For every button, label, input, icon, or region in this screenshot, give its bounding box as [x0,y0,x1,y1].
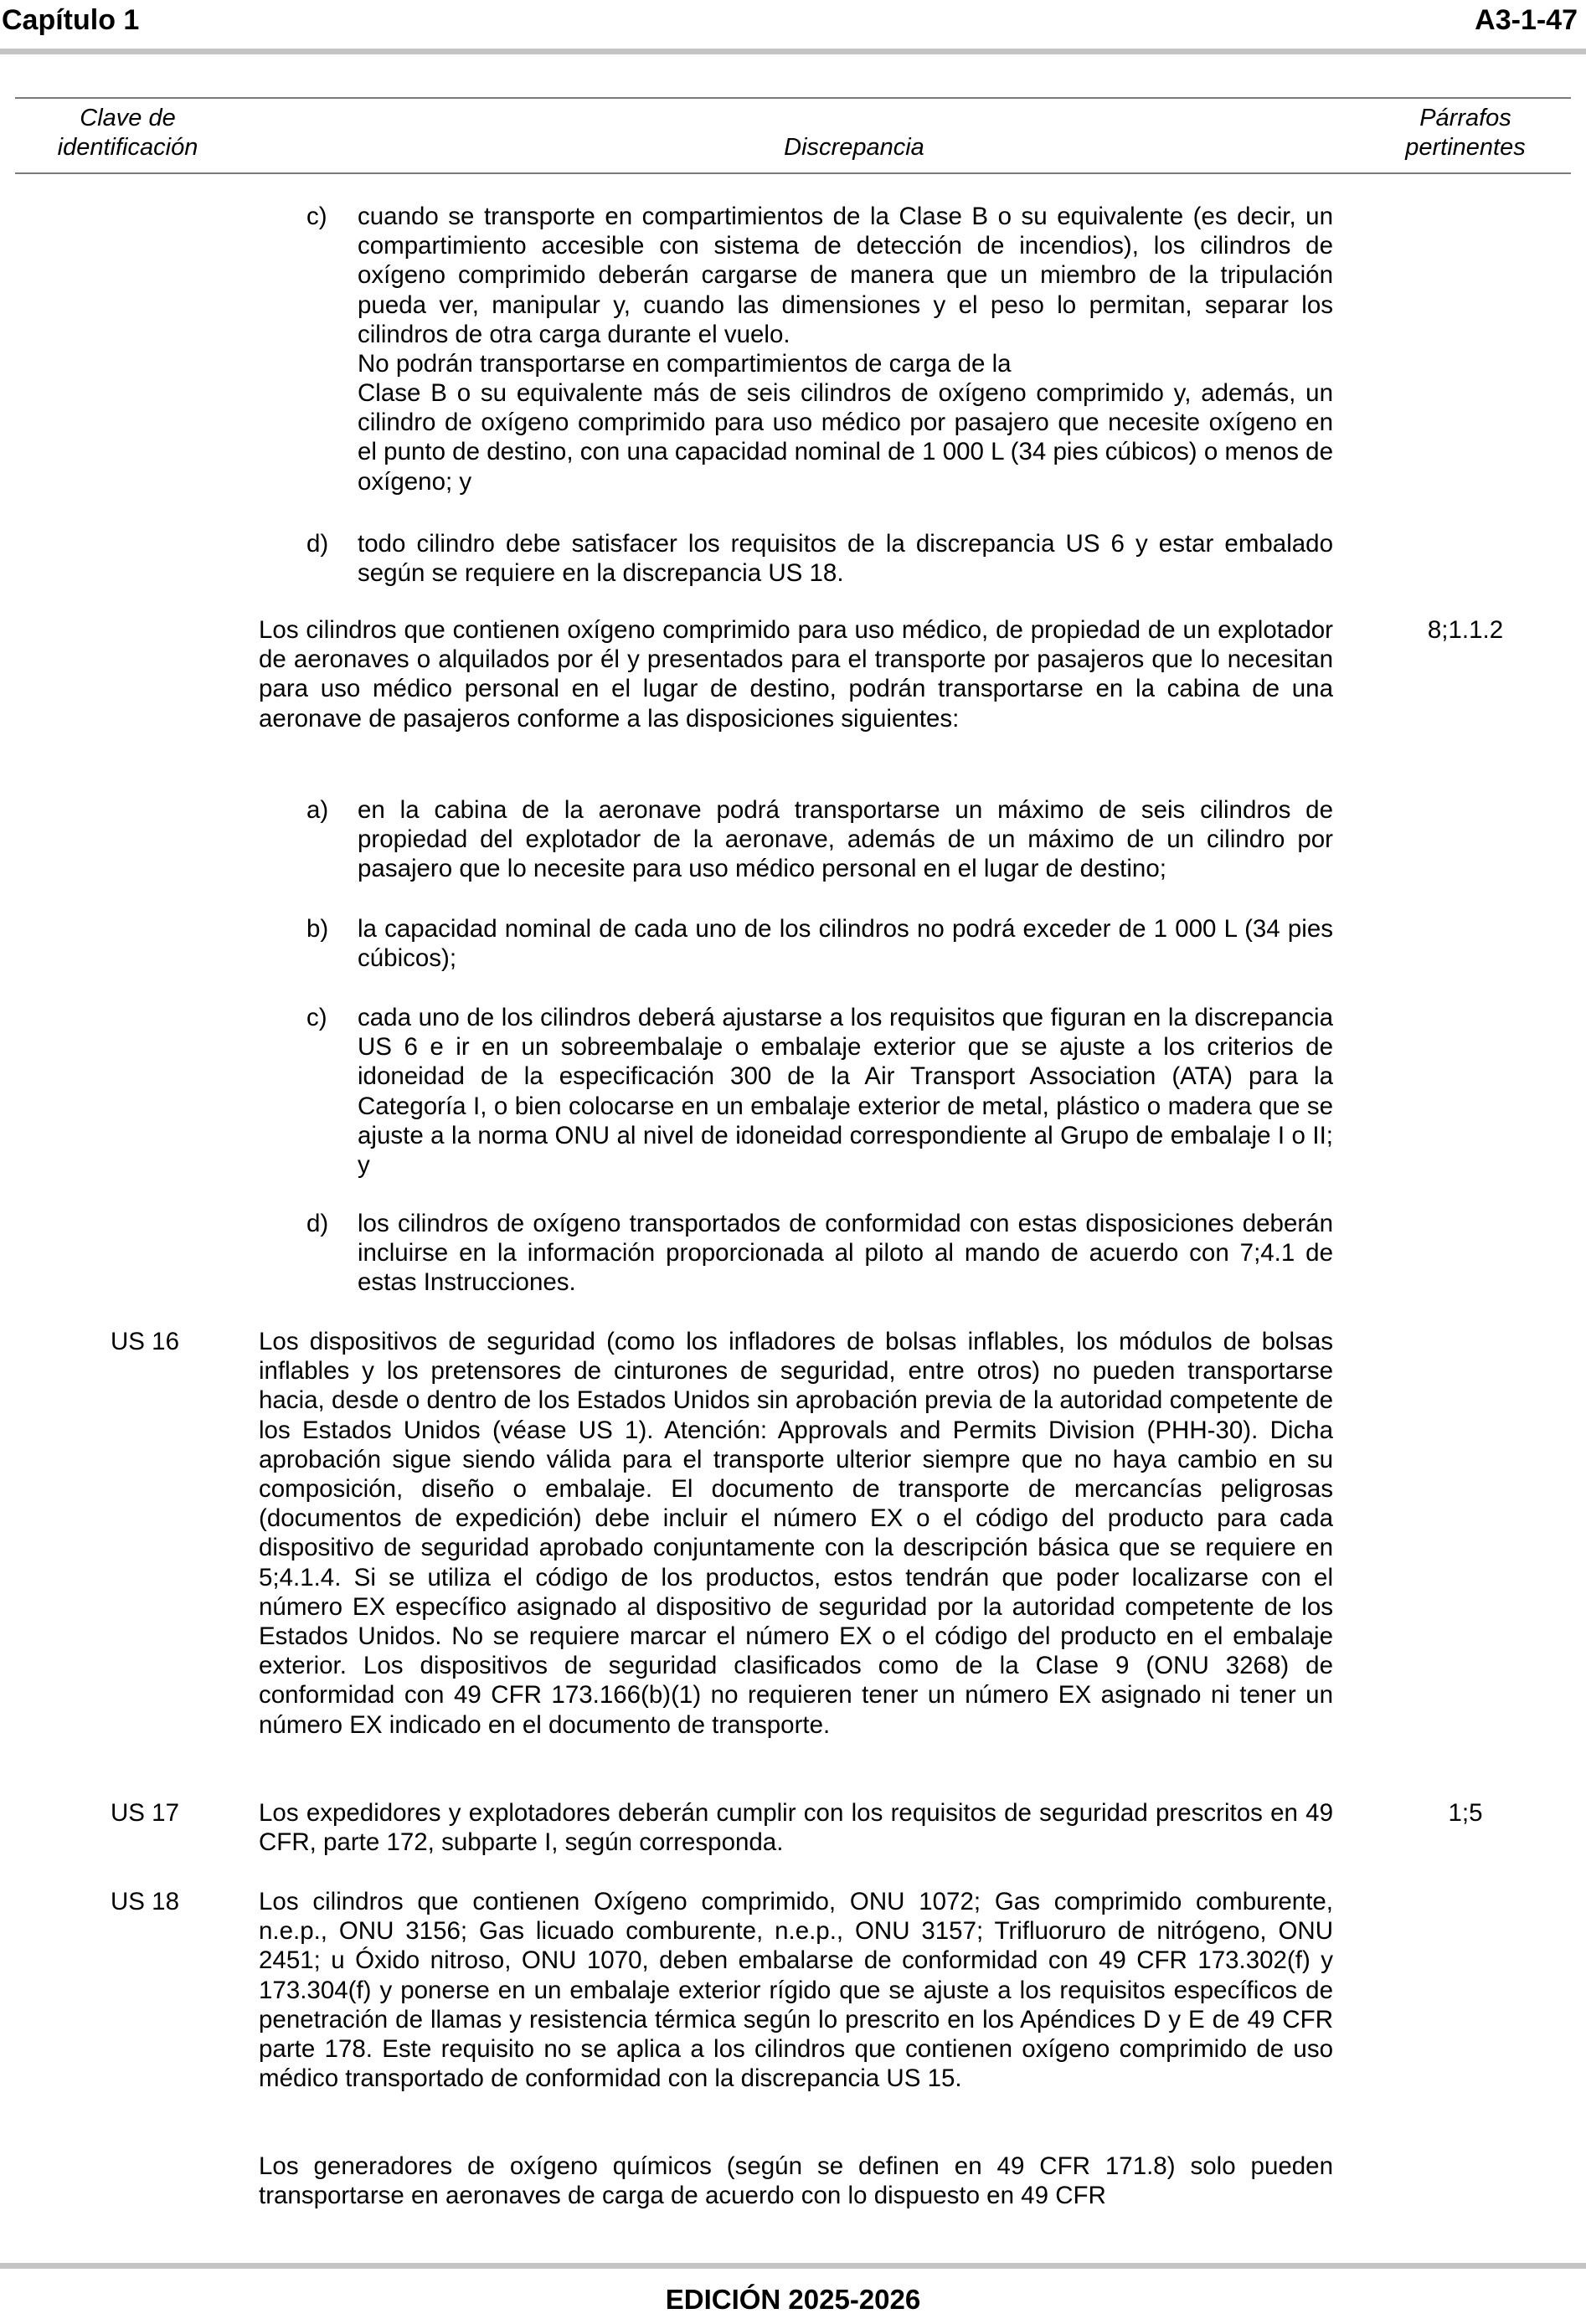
item-c-text: cuando se transporte en compartimientos de la Clase B o su equivalente (es decir, un compartimiento accesible con sistema de detección de incendios), los cilindros de oxígeno comprimido deberán cargarse de manera que un miembro de la tripulación pueda ver, manipular y, cuando las dimensiones y el peso lo permitan, separar los cilindros de otra carga durante el vuelo. [358,203,1333,348]
item-label: a) [306,796,329,824]
discrepancy-key: US 17 [111,1799,179,1827]
discrepancy-key: US 18 [111,1888,179,1915]
page-number: A3-1-47 [1475,4,1578,36]
medical-item-text: los cilindros de oxígeno transportados de conformidad con estas disposiciones deberán incluirse en la información proporcionada al piloto al mando de acuerdo con 7;4.1 de estas Instrucciones. [358,1210,1333,1297]
header-rule [0,49,1586,54]
medical-item-text: en la cabina de la aeronave podrá transportarse un máximo de seis cilindros de propiedad del explotador de la aeronave, además de un máximo de un cilindro por pasajero que lo necesite para uso médico personal en el lugar de destino; [358,796,1333,883]
item-c-text-2: No podrán transportarse en compartimientos de carga de la [358,350,1012,378]
table-header-rule [15,172,1571,174]
item-c-text-3: Clase B o su equivalente más de seis cilindros de oxígeno comprimido y, además, un cilindro de oxígeno comprimido para uso médico por pasajero que necesite oxígeno en el punto de destino, con una capacidad nominal de 1 000 L (34 pies cúbicos) o menos de oxígeno; y [358,379,1333,496]
us18-text-2: Los generadores de oxígeno químicos (según se definen en 49 CFR 171.8) solo pueden transportarse en aeronaves de carga de acuerdo con lo dispuesto en 49 CFR [259,2152,1333,2210]
column-header-discrepancy: Discrepancia [784,134,924,161]
item-label: b) [306,915,329,943]
us16-text: Los dispositivos de seguridad (como los infladores de bolsas inflables, los módulos de bolsas inflables y los pretensores de cinturones de seguridad, entre otros) no pueden transportarse hacia, desde o dentro de los Estados Unidos sin aprobación previa de la autoridad competente de los Estados Unidos (véase US 1). Atención: Approvals and Permits Division (PHH-30). Dicha aprobación sigue siendo válida para el transporte ulterior siempre que no haya cambio en su composición, diseño o embalaje. El documento de transporte de mercancías peligrosas (documentos de expedición) debe incluir el número EX o el código del producto para cada dispositivo de seguridad aprobado conjuntamente con la descripción básica que se requiere en 5;4.1.4. Si se utiliza el código de los productos, estos tendrán que poder localizarse con el número EX específico asignado al dispositivo de seguridad por la autoridad competente de los Estados Unidos. No se requiere marcar el número EX o el código del producto en el embalaje exterior. Los dispositivos de seguridad clasificados como de la Clase 9 (ONU 3268) de conformidad con 49 CFR 173.166(b)(1) no requieren tener un número EX asignado ni tener un número EX indicado en el documento de transporte. [259,1328,1333,1739]
us18-text: Los cilindros que contienen Oxígeno comprimido, ONU 1072; Gas comprimido comburente, n.e.p., ONU 3156; Gas licuado comburente, n.e.p., ONU 3157; Trifluoruro de nitrógeno, ONU 2451; u Óxido nitroso, ONU 1070, deben embalarse de conformidad con 49 CFR 173.302(f) y 173.304(f) y ponerse en un embalaje exterior rígido que se ajuste a los requisitos específicos de penetración de llamas y resistencia térmica según lo prescrito en los Apéndices D y E de 49 CFR parte 178. Este requisito no se aplica a los cilindros que contienen oxígeno comprimido de uso médico transportado de conformidad con la discrepancia US 15. [259,1888,1333,2093]
edition-footer: EDICIÓN 2025-2026 [665,2284,921,2315]
medical-oxygen-paragraph: Los cilindros que contienen oxígeno comprimido para uso médico, de propiedad de un explotador de aeronaves o alquilados por él y presentados para el transporte por pasajeros que lo necesitan para uso médico personal en el lugar de destino, podrán transportarse en la cabina de una aeronave de pasajeros conforme a las disposiciones siguientes: [259,616,1333,733]
column-header-paragraphs: Párrafos pertinentes [1405,105,1526,161]
medical-item-text: la capacidad nominal de cada uno de los cilindros no podrá exceder de 1 000 L (34 pies cúbicos); [358,915,1333,973]
item-label: c) [306,1004,327,1031]
table-top-rule [15,97,1571,99]
paragraph-reference: 8;1.1.2 [1427,616,1504,644]
item-label: d) [306,530,329,558]
item-label: d) [306,1210,329,1237]
medical-item-text: cada uno de los cilindros deberá ajustarse a los requisitos que figuran en la discrepancia US 6 e ir en un sobreembalaje o embalaje exterior que se ajuste a los criterios de idoneidad de la especificación 300 de la Air Transport Association (ATA) para la Categoría I, o bien colocarse en un embalaje exterior de metal, plástico o madera que se ajuste a la norma ONU al nivel de idoneidad correspondiente al Grupo de embalaje I o II; y [358,1004,1333,1180]
discrepancy-key: US 16 [111,1328,179,1355]
paragraph-reference: 1;5 [1448,1799,1483,1827]
item-label: c) [306,203,327,230]
us17-text: Los expedidores y explotadores deberán cumplir con los requisitos de seguridad prescritos en 49 CFR, parte 172, subparte I, según corresponda. [259,1799,1333,1857]
column-header-key: Clave de identificación [57,105,198,161]
chapter-title: Capítulo 1 [2,4,140,36]
footer-rule [0,2263,1586,2269]
item-d-text: todo cilindro debe satisfacer los requisitos de la discrepancia US 6 y estar embalado según se requiere en la discrepancia US 18. [358,530,1333,588]
